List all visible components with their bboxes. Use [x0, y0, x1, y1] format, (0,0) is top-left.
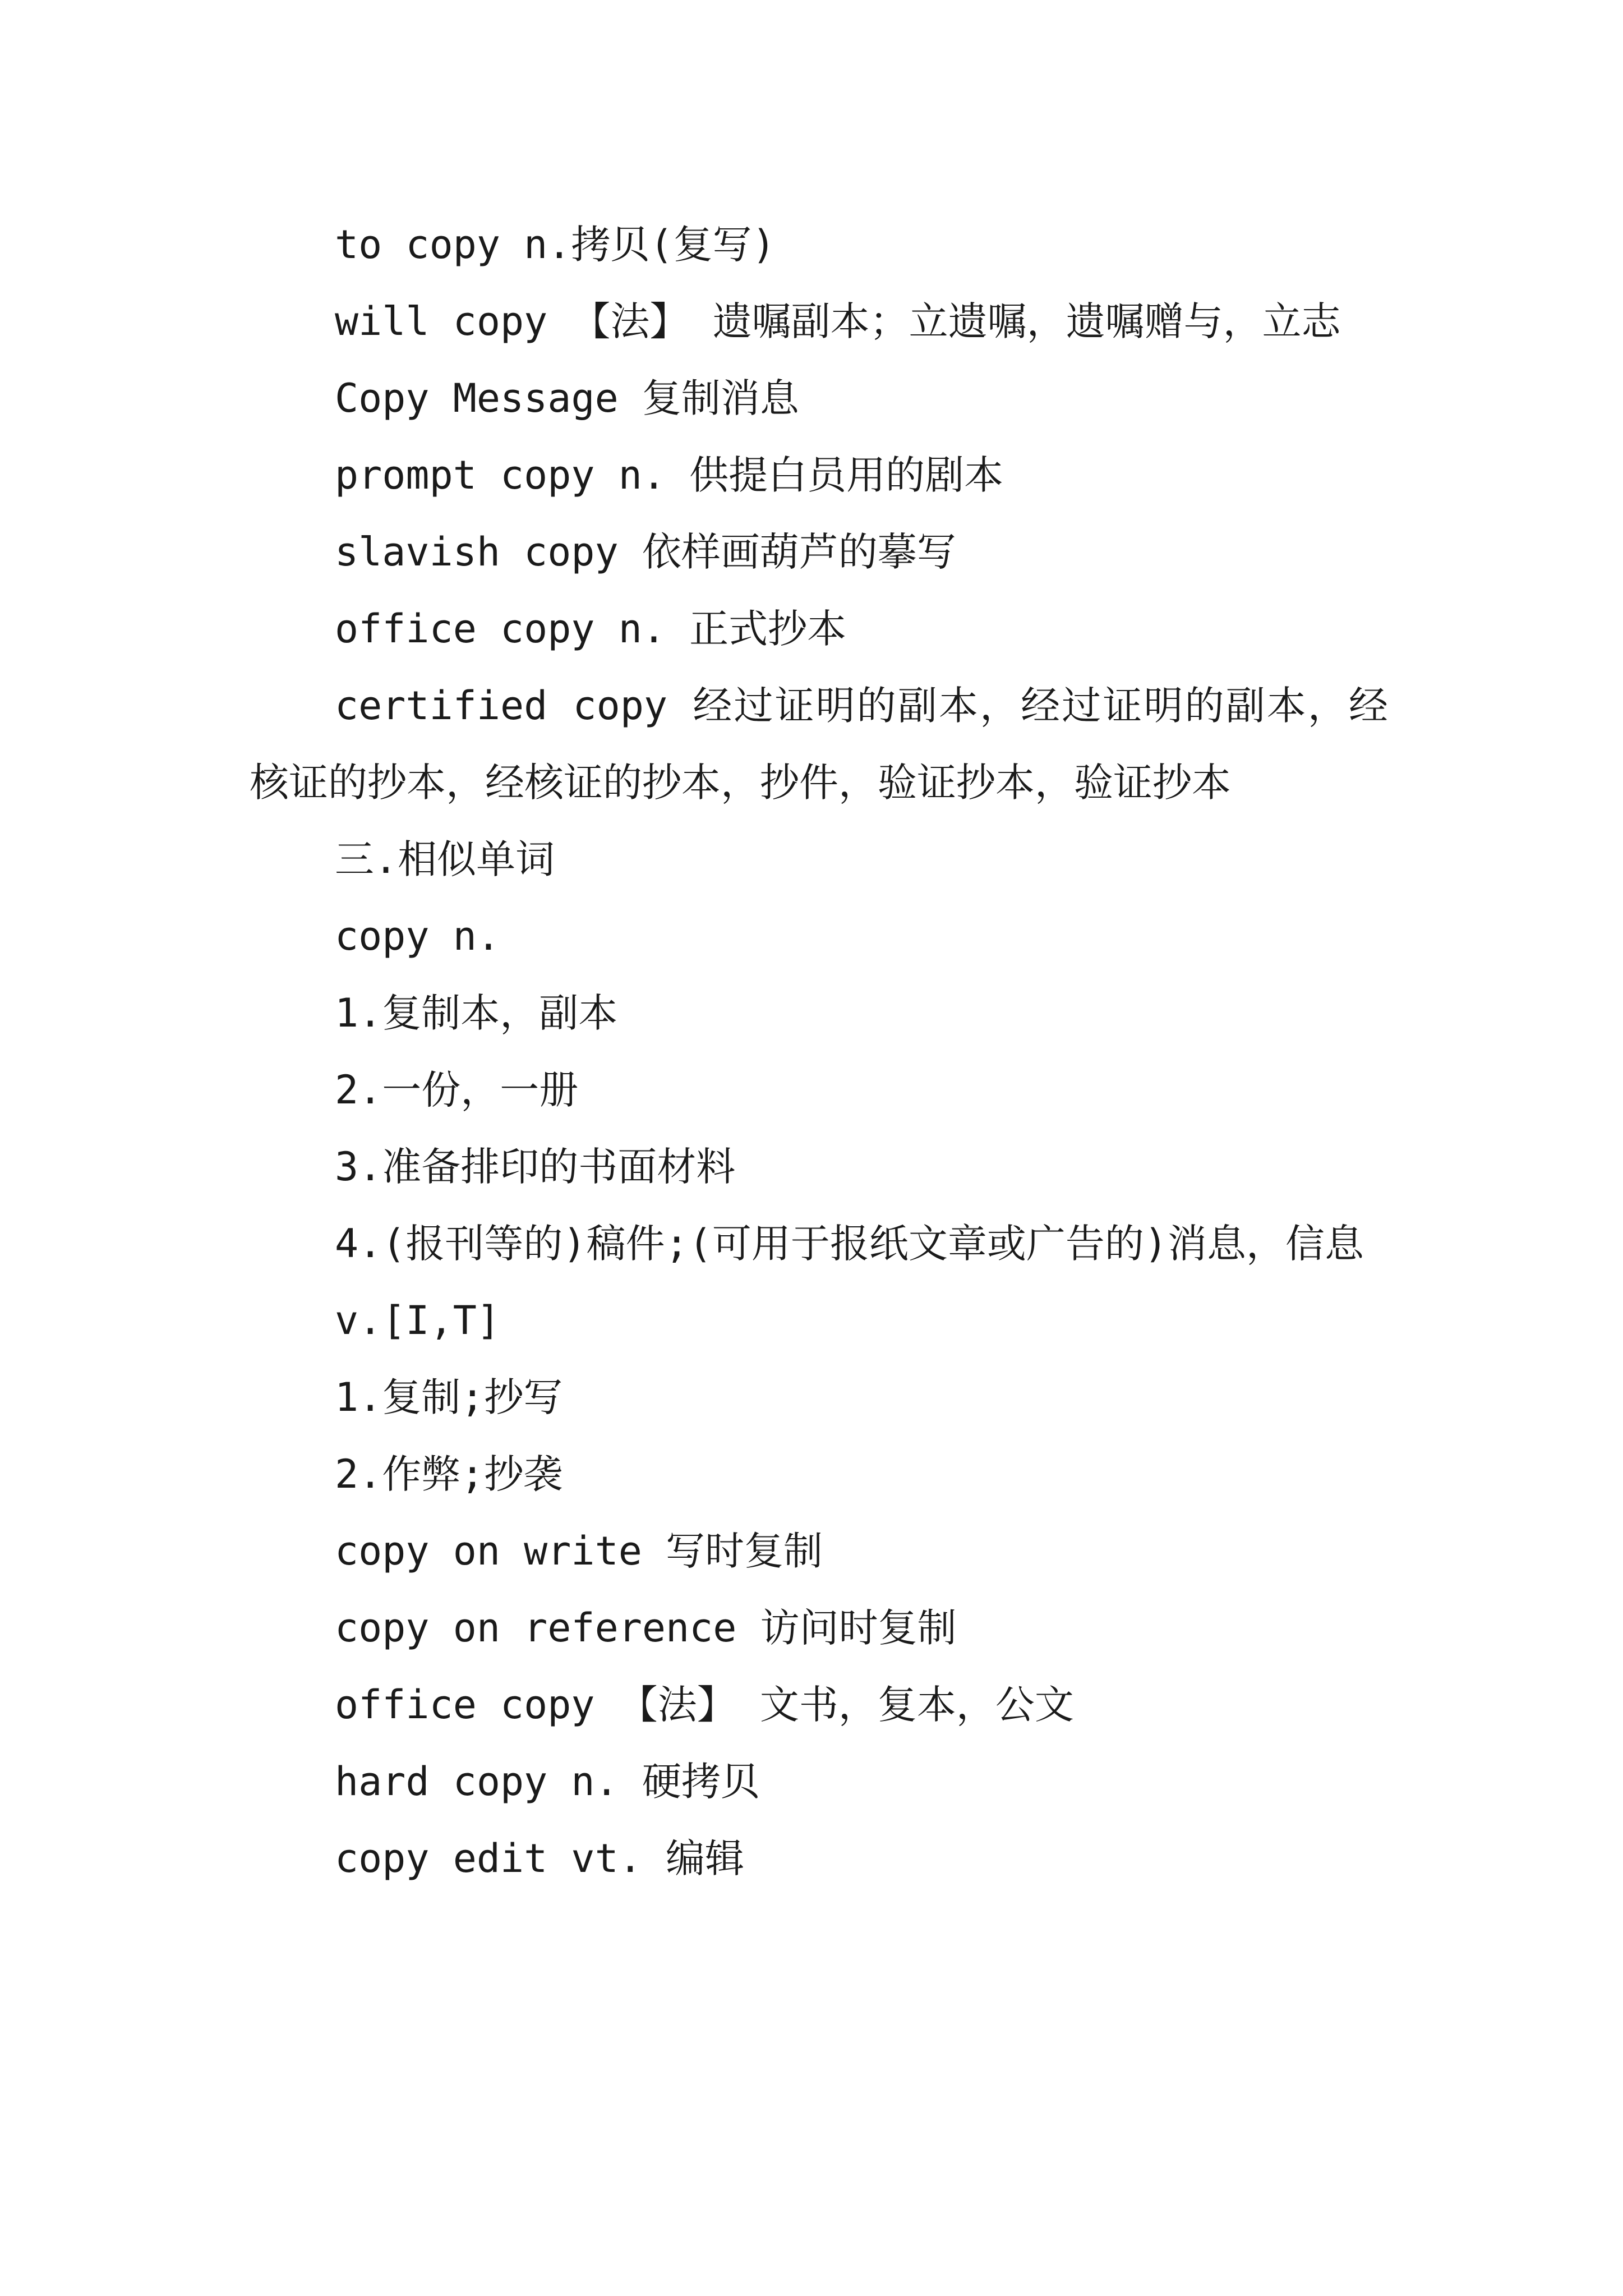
text-line: 1.复制本，副本 — [335, 990, 618, 1036]
document-body — [250, 206, 1388, 1897]
text-line: copy on write 写时复制 — [335, 1528, 823, 1574]
text-line: 2.一份，一册 — [335, 1067, 579, 1113]
text-line: 4.(报刊等的)稿件;(可用于报纸文章或广告的)消息，信息 — [335, 1221, 1364, 1267]
section-heading: 三.相似单词 — [335, 836, 555, 882]
text-line: hard copy n. 硬拷贝 — [335, 1759, 760, 1805]
text-line: to copy n.拷贝(复写) — [335, 222, 776, 268]
text-line: will copy 【法】 遗嘱副本；立遗嘱，遗嘱赠与，立志 — [335, 298, 1341, 344]
text-line: slavish copy 依样画葫芦的摹写 — [335, 529, 956, 575]
text-line: 1.复制;抄写 — [335, 1374, 563, 1420]
text-line: office copy 【法】 文书，复本，公文 — [335, 1682, 1074, 1728]
text-line: 3.准备排印的书面材料 — [335, 1144, 736, 1190]
text-line: certified copy 经过证明的副本，经过证明的副本，经核证的抄本，经核证的抄本，抄件，验证抄本，验证抄本 — [250, 683, 1388, 806]
text-line: Copy Message 复制消息 — [335, 375, 799, 421]
text-line: prompt copy n. 供提白员用的剧本 — [335, 452, 1004, 498]
text-line: copy edit vt. 编辑 — [335, 1835, 745, 1881]
text-line: copy n. — [335, 913, 501, 959]
text-line: copy on reference 访问时复制 — [335, 1605, 957, 1651]
text-line: office copy n. 正式抄本 — [335, 606, 847, 652]
text-line: v.[I,T] — [335, 1297, 501, 1343]
text-line: 2.作弊;抄袭 — [335, 1451, 563, 1497]
